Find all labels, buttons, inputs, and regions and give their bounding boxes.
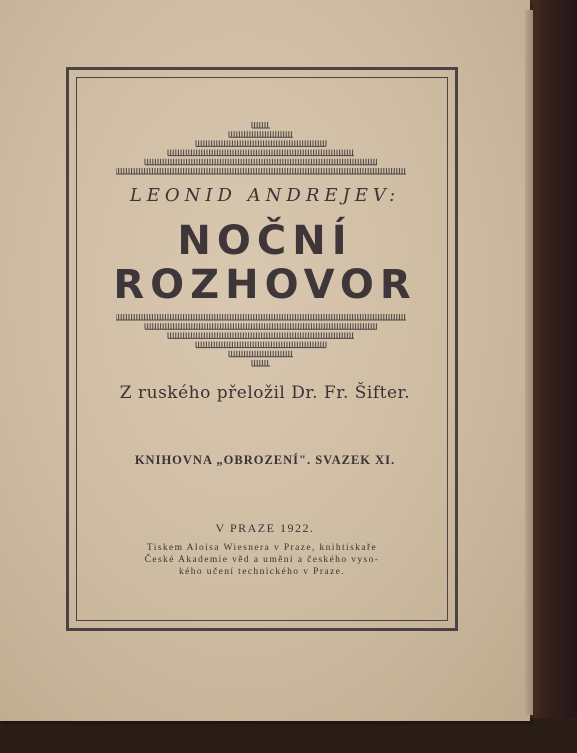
top-ornament — [116, 120, 406, 178]
printer-line: Tiskem Aloisa Wiesnera v Praze, knihtiskaře — [146, 543, 378, 553]
dark-backdrop-bottom — [0, 718, 577, 753]
dark-backdrop — [528, 0, 577, 753]
author-name: LEONID ANDREJEV: — [129, 185, 401, 206]
printer-line: kého učení technického v Praze. — [178, 567, 346, 577]
series-info: KNIHOVNA „OBROZENÍ". SVAZEK XI. — [134, 453, 396, 467]
printer-info — [112, 542, 412, 578]
page-edge — [525, 10, 533, 715]
printer-line: České Akademie věd a umění a českého vyso- — [144, 555, 380, 565]
book-title-line-2: ROZHOVOR — [113, 262, 417, 308]
translator-credit: Z ruského přeložil Dr. Fr. Šifter. — [119, 383, 411, 403]
book-title-line-1: NOČNÍ — [177, 218, 353, 264]
bottom-ornament — [116, 312, 406, 370]
place-and-year: V PRAZE 1922. — [215, 521, 315, 535]
